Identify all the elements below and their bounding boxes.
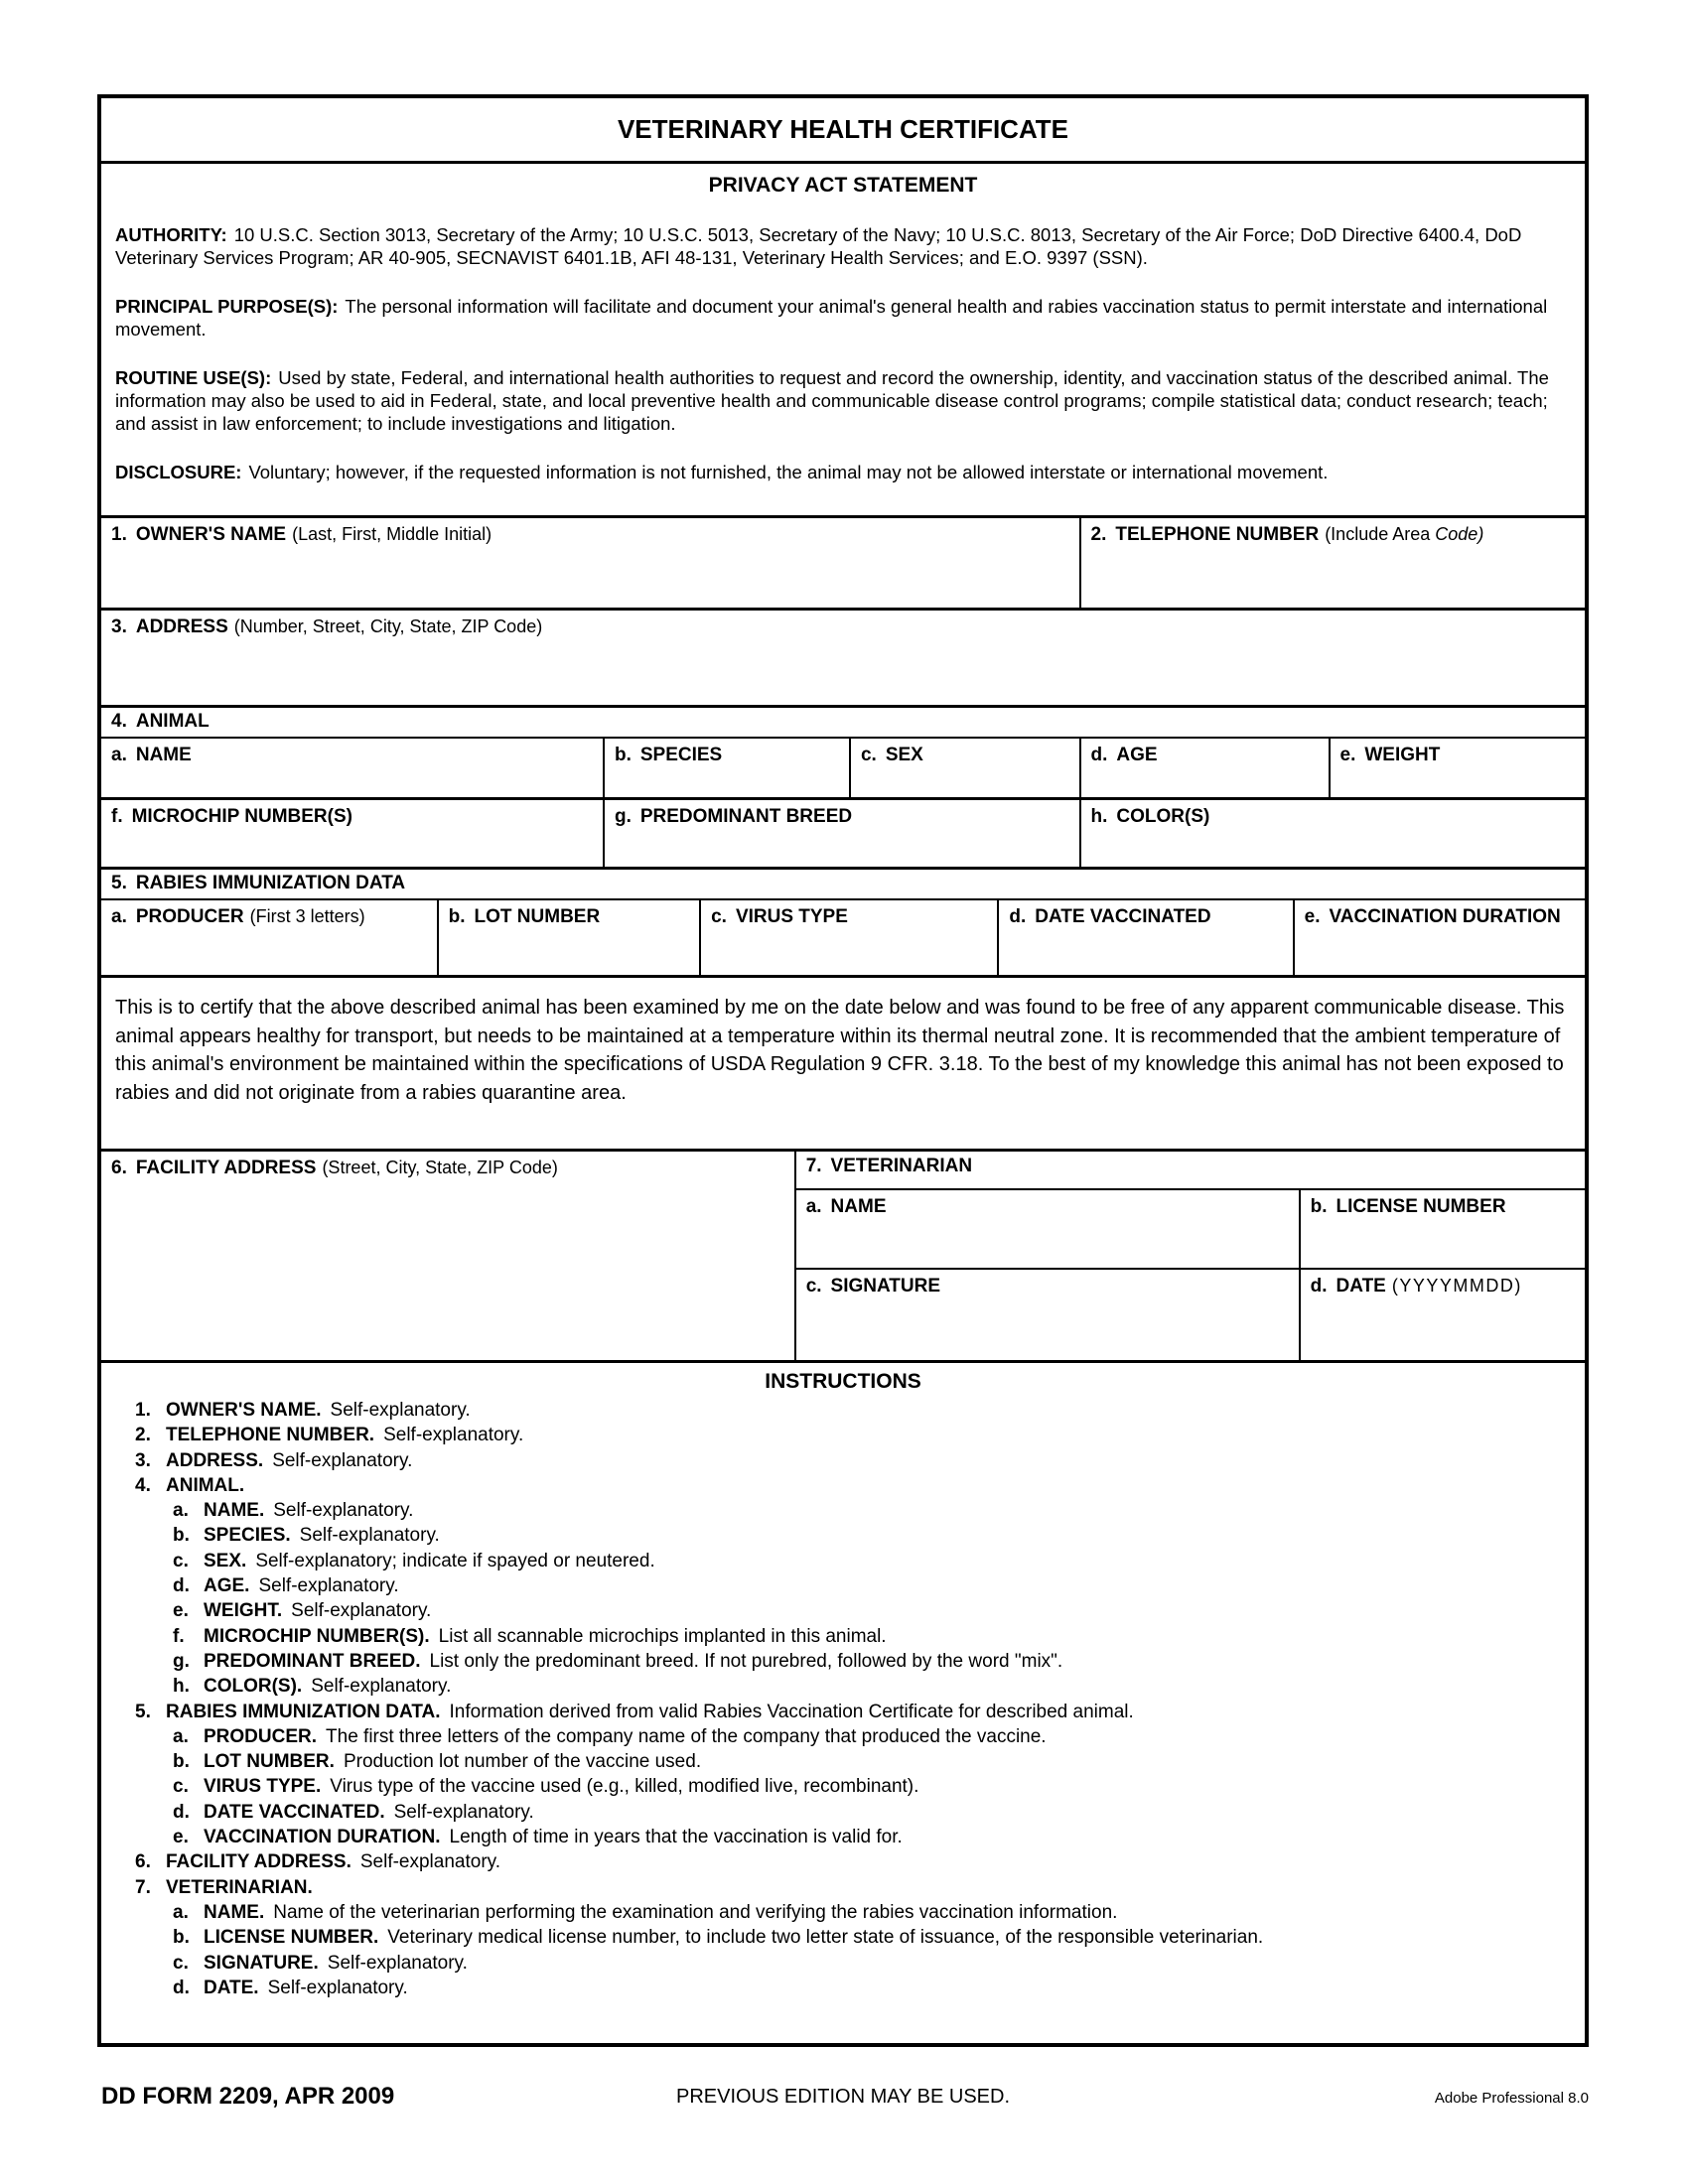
instruction-item bbox=[117, 1448, 1569, 1473]
instruction-number: c. bbox=[173, 1550, 189, 1571]
facility-address-field bbox=[101, 1152, 794, 1360]
veterinarian-section-number: 7. bbox=[805, 1156, 822, 1176]
instruction-description: Information derived from valid Rabies Vaccination Certificate for described animal. bbox=[449, 1701, 1134, 1722]
telephone-hint bbox=[1325, 524, 1483, 544]
vet-date-label bbox=[1301, 1270, 1585, 1297]
privacy-paragraph-text: The personal information will facilitate and document your animal's general health and rabies vaccination status to permit interstate and international movement. bbox=[115, 296, 1548, 340]
vaccination-duration-label bbox=[1295, 900, 1585, 928]
instruction-number: e. bbox=[173, 1600, 189, 1622]
form-footer bbox=[97, 2083, 1589, 2115]
instruction-number: 2. bbox=[135, 1425, 151, 1446]
instruction-term: WEIGHT. bbox=[204, 1600, 283, 1622]
instruction-item bbox=[117, 1849, 1569, 1874]
virus-type-letter: c. bbox=[711, 906, 727, 927]
instruction-term: VIRUS TYPE. bbox=[204, 1776, 322, 1798]
vet-name-title: NAME bbox=[830, 1196, 887, 1217]
age-label bbox=[1081, 739, 1329, 766]
colors-letter: h. bbox=[1090, 806, 1108, 827]
facility-address-title: FACILITY ADDRESS bbox=[135, 1158, 317, 1178]
owner-name-number: 1. bbox=[111, 524, 127, 545]
privacy-paragraph-text: Voluntary; however, if the requested information is not furnished, the animal may not be allowed interstate or international movement. bbox=[248, 462, 1329, 482]
vet-date-letter: d. bbox=[1310, 1276, 1328, 1297]
software-note: Adobe Professional 8.0 bbox=[1434, 2090, 1589, 2107]
instruction-term: NAME. bbox=[204, 1500, 265, 1522]
animal-section-number: 4. bbox=[111, 711, 127, 732]
signature-label bbox=[796, 1270, 1299, 1297]
telephone-field bbox=[1079, 518, 1585, 608]
instruction-number: 6. bbox=[135, 1851, 151, 1873]
producer-hint: (First 3 letters) bbox=[249, 906, 365, 926]
sex-input[interactable] bbox=[851, 766, 1079, 797]
form-title: VETERINARY HEALTH CERTIFICATE bbox=[101, 98, 1585, 164]
vet-name-field bbox=[796, 1190, 1299, 1268]
instruction-term: DATE. bbox=[204, 1977, 259, 1998]
colors-field bbox=[1079, 800, 1585, 867]
species-label bbox=[605, 739, 849, 766]
telephone-number-number: 2. bbox=[1090, 524, 1107, 545]
instruction-description: Self-explanatory. bbox=[330, 1400, 471, 1421]
privacy-paragraph-label: DISCLOSURE: bbox=[115, 462, 242, 482]
instruction-item bbox=[117, 1875, 1569, 1900]
date-vaccinated-letter: d. bbox=[1009, 906, 1027, 927]
instruction-term: SIGNATURE. bbox=[204, 1952, 319, 1974]
instruction-description: Self-explanatory. bbox=[359, 1851, 501, 1873]
privacy-paragraph bbox=[115, 461, 1571, 483]
microchip-label bbox=[101, 800, 603, 828]
instruction-item bbox=[117, 1951, 1569, 1976]
instruction-description: Self-explanatory. bbox=[383, 1425, 524, 1446]
address-field bbox=[101, 611, 1585, 705]
privacy-paragraph bbox=[115, 295, 1571, 341]
privacy-act-section bbox=[101, 164, 1585, 518]
instruction-term: SPECIES. bbox=[204, 1525, 291, 1547]
instruction-description: Self-explanatory. bbox=[273, 1500, 414, 1522]
address-hint: (Number, Street, City, State, ZIP Code) bbox=[233, 616, 543, 636]
instruction-item bbox=[117, 1423, 1569, 1447]
lot-number-letter: b. bbox=[448, 906, 466, 927]
instruction-item bbox=[117, 1825, 1569, 1849]
privacy-paragraph-text: Used by state, Federal, and international health authorities to request and record the ownership, identity, and vaccination status of the described animal. The information may also be used to aid in Federal, state, and local preventive health and communicable disease control programs; compile statistical data; conduct research; teach; and assist in law enforcement; to include investigations and litigation. bbox=[115, 367, 1549, 434]
instruction-number: b. bbox=[173, 1525, 190, 1547]
producer-title: PRODUCER bbox=[135, 906, 244, 927]
privacy-paragraph-label: PRINCIPAL PURPOSE(S): bbox=[115, 296, 339, 317]
instruction-description: Self-explanatory. bbox=[272, 1449, 413, 1471]
instruction-term: RABIES IMMUNIZATION DATA. bbox=[166, 1701, 441, 1722]
instruction-number: d. bbox=[173, 1977, 190, 1998]
instruction-description: Veterinary medical license number, to include two letter state of issuance, of the responsible veterinarian. bbox=[387, 1927, 1264, 1949]
lot-number-field bbox=[437, 900, 699, 975]
instruction-term: VETERINARIAN. bbox=[166, 1876, 313, 1898]
license-number-field bbox=[1299, 1190, 1585, 1268]
instruction-number: 4. bbox=[135, 1474, 151, 1496]
veterinarian-section-title: VETERINARIAN bbox=[830, 1156, 973, 1176]
form-frame bbox=[97, 94, 1589, 2047]
veterinarian-row-1 bbox=[796, 1190, 1585, 1270]
microchip-input[interactable] bbox=[101, 828, 603, 867]
facility-address-hint: (Street, City, State, ZIP Code) bbox=[322, 1158, 558, 1177]
age-input[interactable] bbox=[1081, 766, 1329, 797]
instruction-number: g. bbox=[173, 1650, 190, 1672]
lot-number-title: LOT NUMBER bbox=[474, 906, 601, 927]
instruction-number: a. bbox=[173, 1725, 189, 1747]
instruction-description: Production lot number of the vaccine used. bbox=[343, 1751, 702, 1773]
instruction-item bbox=[117, 1674, 1569, 1699]
instruction-description: Length of time in years that the vaccination is valid for. bbox=[449, 1827, 903, 1848]
virus-type-label bbox=[701, 900, 997, 928]
instruction-term: COLOR(S). bbox=[204, 1676, 303, 1698]
signature-letter: c. bbox=[805, 1276, 822, 1297]
instruction-description: List only the predominant breed. If not purebred, followed by the word "mix". bbox=[429, 1650, 1063, 1672]
age-title: AGE bbox=[1116, 745, 1158, 765]
vet-name-input[interactable] bbox=[796, 1218, 1299, 1268]
vet-date-field bbox=[1299, 1270, 1585, 1360]
telephone-hint-roman: (Include Area bbox=[1325, 524, 1431, 544]
animal-name-field bbox=[101, 739, 603, 797]
instruction-number: 5. bbox=[135, 1701, 151, 1722]
facility-address-label bbox=[101, 1152, 794, 1179]
breed-title: PREDOMINANT BREED bbox=[639, 806, 853, 827]
sex-label bbox=[851, 739, 1079, 766]
rabies-section-header bbox=[101, 870, 1585, 900]
instruction-item bbox=[117, 1649, 1569, 1674]
age-letter: d. bbox=[1090, 745, 1108, 765]
instruction-number: c. bbox=[173, 1952, 189, 1974]
instruction-item bbox=[117, 1598, 1569, 1623]
animal-name-letter: a. bbox=[111, 745, 127, 765]
vet-date-title: DATE bbox=[1336, 1276, 1386, 1297]
animal-row-1 bbox=[101, 739, 1585, 800]
owner-name-label bbox=[101, 518, 1079, 546]
producer-field bbox=[101, 900, 437, 975]
veterinarian-section bbox=[794, 1152, 1585, 1360]
address-title: ADDRESS bbox=[135, 616, 228, 637]
vet-name-letter: a. bbox=[805, 1196, 822, 1217]
virus-type-field bbox=[699, 900, 997, 975]
weight-label bbox=[1331, 739, 1585, 766]
weight-letter: e. bbox=[1339, 745, 1356, 765]
date-vaccinated-field bbox=[997, 900, 1292, 975]
colors-label bbox=[1081, 800, 1585, 828]
instruction-item bbox=[117, 1749, 1569, 1774]
species-title: SPECIES bbox=[639, 745, 723, 765]
animal-name-input[interactable] bbox=[101, 766, 603, 797]
producer-letter: a. bbox=[111, 906, 127, 927]
instruction-item bbox=[117, 1900, 1569, 1925]
colors-title: COLOR(S) bbox=[1116, 806, 1210, 827]
instruction-description: Self-explanatory. bbox=[291, 1600, 432, 1622]
instruction-term: AGE. bbox=[204, 1575, 250, 1597]
date-vaccinated-title: DATE VACCINATED bbox=[1035, 906, 1211, 927]
instruction-item bbox=[117, 1724, 1569, 1749]
vet-name-label bbox=[796, 1190, 1299, 1218]
instruction-item bbox=[117, 1549, 1569, 1573]
date-vaccinated-label bbox=[999, 900, 1292, 928]
privacy-paragraphs bbox=[115, 223, 1571, 483]
vaccination-duration-input[interactable] bbox=[1295, 928, 1585, 975]
weight-input[interactable] bbox=[1331, 766, 1585, 797]
signature-input[interactable] bbox=[796, 1297, 1299, 1360]
facility-address-number: 6. bbox=[111, 1158, 127, 1178]
instruction-term: FACILITY ADDRESS. bbox=[166, 1851, 352, 1873]
facility-veterinarian-section bbox=[101, 1152, 1585, 1363]
instruction-term: ANIMAL. bbox=[166, 1474, 245, 1496]
instruction-term: MICROCHIP NUMBER(S). bbox=[204, 1625, 430, 1647]
telephone-label bbox=[1081, 518, 1585, 546]
instruction-number: d. bbox=[173, 1801, 190, 1823]
certification-statement: This is to certify that the above described animal has been examined by me on the date below and was found to be free of any apparent communicable disease. This animal appears healthy for transport, but needs to be maintained at a temperature within its thermal neutral zone. It is recommended that the ambient temperature of this animal's environment be maintained within the specifications of USDA Regulation 9 CFR. 3.18. To the best of my knowledge this animal has not been exposed to rabies and did not originate from a rabies quarantine area. bbox=[101, 978, 1585, 1152]
veterinarian-section-header bbox=[796, 1152, 1585, 1190]
instruction-term: DATE VACCINATED. bbox=[204, 1801, 385, 1823]
vet-date-input[interactable] bbox=[1301, 1297, 1585, 1360]
veterinarian-row-2 bbox=[796, 1270, 1585, 1360]
instruction-term: LICENSE NUMBER. bbox=[204, 1927, 379, 1949]
instructions-list bbox=[117, 1398, 1569, 2000]
instruction-description: Virus type of the vaccine used (e.g., killed, modified live, recombinant). bbox=[330, 1776, 919, 1798]
lot-number-input[interactable] bbox=[439, 928, 699, 975]
microchip-letter: f. bbox=[111, 806, 123, 827]
producer-input[interactable] bbox=[101, 928, 437, 975]
privacy-act-heading: PRIVACY ACT STATEMENT bbox=[708, 174, 978, 197]
instruction-number: 7. bbox=[135, 1876, 151, 1898]
instruction-number: a. bbox=[173, 1500, 189, 1522]
privacy-paragraph-label: ROUTINE USE(S): bbox=[115, 367, 272, 388]
instruction-description: The first three letters of the company name of the company that produced the vaccine. bbox=[326, 1725, 1047, 1747]
virus-type-input[interactable] bbox=[701, 928, 997, 975]
instruction-item bbox=[117, 1523, 1569, 1548]
license-number-label bbox=[1301, 1190, 1585, 1218]
signature-field bbox=[796, 1270, 1299, 1360]
breed-field bbox=[603, 800, 1079, 867]
instruction-term: TELEPHONE NUMBER. bbox=[166, 1425, 375, 1446]
instruction-number: h. bbox=[173, 1676, 190, 1698]
instruction-description: Self-explanatory. bbox=[311, 1676, 452, 1698]
telephone-input[interactable] bbox=[1081, 546, 1585, 608]
colors-input[interactable] bbox=[1081, 828, 1585, 867]
rabies-section-title: RABIES IMMUNIZATION DATA bbox=[135, 873, 406, 893]
instruction-number: 1. bbox=[135, 1400, 151, 1421]
species-letter: b. bbox=[614, 745, 632, 765]
animal-section-title: ANIMAL bbox=[135, 711, 210, 732]
date-vaccinated-input[interactable] bbox=[999, 928, 1292, 975]
weight-title: WEIGHT bbox=[1364, 745, 1441, 765]
instruction-description: Self-explanatory; indicate if spayed or neutered. bbox=[255, 1550, 655, 1571]
instruction-term: VACCINATION DURATION. bbox=[204, 1827, 441, 1848]
rabies-row bbox=[101, 900, 1585, 978]
instruction-item bbox=[117, 1473, 1569, 1498]
form-id: DD FORM 2209, APR 2009 bbox=[101, 2083, 395, 2110]
instruction-description: Self-explanatory. bbox=[267, 1977, 408, 1998]
vaccination-duration-title: VACCINATION DURATION bbox=[1329, 906, 1561, 927]
owner-name-field bbox=[101, 518, 1079, 608]
instruction-number: 3. bbox=[135, 1449, 151, 1471]
address-number: 3. bbox=[111, 616, 127, 637]
vaccination-duration-letter: e. bbox=[1304, 906, 1321, 927]
instruction-description: Self-explanatory. bbox=[299, 1525, 440, 1547]
animal-name-label bbox=[101, 739, 603, 766]
instruction-number: d. bbox=[173, 1575, 190, 1597]
instruction-description: List all scannable microchips implanted in this animal. bbox=[438, 1625, 887, 1647]
sex-letter: c. bbox=[860, 745, 877, 765]
instruction-description: Self-explanatory. bbox=[393, 1801, 534, 1823]
privacy-paragraph bbox=[115, 223, 1571, 269]
owner-name-input[interactable] bbox=[101, 546, 1079, 608]
instruction-number: e. bbox=[173, 1827, 189, 1848]
instruction-item bbox=[117, 1498, 1569, 1523]
owner-name-title: OWNER'S NAME bbox=[135, 524, 287, 545]
instruction-item bbox=[117, 1976, 1569, 2000]
instruction-number: b. bbox=[173, 1927, 190, 1949]
instruction-item bbox=[117, 1700, 1569, 1724]
microchip-title: MICROCHIP NUMBER(S) bbox=[131, 806, 352, 827]
lot-number-label bbox=[439, 900, 699, 928]
breed-letter: g. bbox=[614, 806, 632, 827]
sex-title: SEX bbox=[885, 745, 923, 765]
license-number-letter: b. bbox=[1310, 1196, 1328, 1217]
license-number-title: LICENSE NUMBER bbox=[1336, 1196, 1506, 1217]
address-row bbox=[101, 611, 1585, 708]
weight-field bbox=[1329, 739, 1585, 797]
instruction-number: a. bbox=[173, 1901, 189, 1923]
instruction-number: f. bbox=[173, 1625, 185, 1647]
privacy-paragraph bbox=[115, 366, 1571, 435]
instruction-term: PRODUCER. bbox=[204, 1725, 318, 1747]
instruction-number: b. bbox=[173, 1751, 190, 1773]
breed-input[interactable] bbox=[605, 828, 1079, 867]
vet-date-hint: (YYYYMMDD) bbox=[1391, 1276, 1522, 1296]
instruction-item bbox=[117, 1925, 1569, 1950]
instruction-description: Self-explanatory. bbox=[258, 1575, 399, 1597]
instruction-term: LOT NUMBER. bbox=[204, 1751, 335, 1773]
species-input[interactable] bbox=[605, 766, 849, 797]
instruction-item bbox=[117, 1624, 1569, 1649]
telephone-title: TELEPHONE NUMBER bbox=[1115, 524, 1320, 545]
age-field bbox=[1079, 739, 1329, 797]
rabies-section-number: 5. bbox=[111, 873, 127, 893]
instruction-item bbox=[117, 1398, 1569, 1423]
instruction-item bbox=[117, 1800, 1569, 1825]
instructions-heading: INSTRUCTIONS bbox=[765, 1370, 921, 1393]
species-field bbox=[603, 739, 849, 797]
animal-row-2 bbox=[101, 800, 1585, 870]
vaccination-duration-field bbox=[1293, 900, 1585, 975]
owner-name-hint: (Last, First, Middle Initial) bbox=[292, 524, 492, 544]
privacy-paragraph-text: 10 U.S.C. Section 3013, Secretary of the Army; 10 U.S.C. 5013, Secretary of the Navy; 10 U.S.C. 8013, Secretary of the Air Force; DoD Directive 6400.4, DoD Veterinary Services Program; AR 40-905, SECNAVIST 6401.1B, AFI 48-131, Veterinary Health Services; and E.O. 9397 (SSN). bbox=[115, 224, 1522, 268]
signature-title: SIGNATURE bbox=[830, 1276, 941, 1297]
sex-field bbox=[849, 739, 1079, 797]
telephone-hint-italic: Code) bbox=[1435, 524, 1484, 544]
address-label bbox=[101, 611, 1585, 638]
instruction-term: SEX. bbox=[204, 1550, 247, 1571]
virus-type-title: VIRUS TYPE bbox=[735, 906, 848, 927]
breed-label bbox=[605, 800, 1079, 828]
instruction-term: OWNER'S NAME. bbox=[166, 1400, 322, 1421]
owner-telephone-row bbox=[101, 518, 1585, 611]
facility-address-input[interactable] bbox=[101, 1179, 794, 1360]
license-number-input[interactable] bbox=[1301, 1218, 1585, 1268]
instruction-number: c. bbox=[173, 1776, 189, 1798]
privacy-paragraph-label: AUTHORITY: bbox=[115, 224, 227, 245]
instruction-description: Self-explanatory. bbox=[327, 1952, 468, 1974]
producer-label bbox=[101, 900, 437, 928]
edition-note: PREVIOUS EDITION MAY BE USED. bbox=[676, 2086, 1010, 2108]
instruction-item bbox=[117, 1774, 1569, 1799]
instruction-item bbox=[117, 1573, 1569, 1598]
animal-section-header bbox=[101, 708, 1585, 739]
instruction-term: ADDRESS. bbox=[166, 1449, 264, 1471]
animal-name-title: NAME bbox=[135, 745, 192, 765]
instruction-term: NAME. bbox=[204, 1901, 265, 1923]
instructions-section bbox=[101, 1363, 1585, 2043]
instruction-description: Name of the veterinarian performing the examination and verifying the rabies vaccination information. bbox=[273, 1901, 1118, 1923]
address-input[interactable] bbox=[101, 638, 1585, 705]
microchip-field bbox=[101, 800, 603, 867]
instruction-term: PREDOMINANT BREED. bbox=[204, 1650, 421, 1672]
